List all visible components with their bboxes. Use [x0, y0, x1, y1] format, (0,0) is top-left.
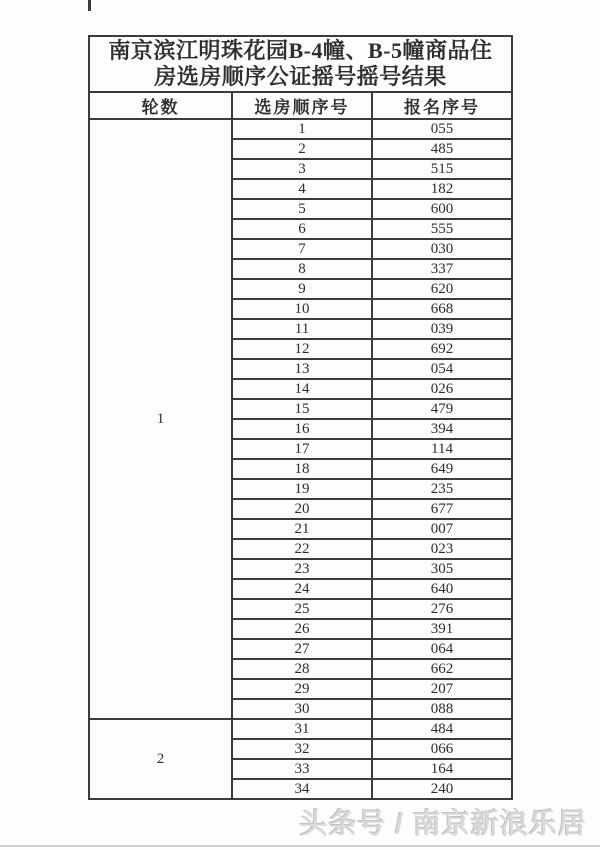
header-row — [89, 92, 512, 119]
selection-order-cell: 28 — [232, 659, 372, 679]
registration-number-cell: 039 — [372, 319, 512, 339]
registration-number-cell: 114 — [372, 439, 512, 459]
selection-order-cell: 11 — [232, 319, 372, 339]
selection-order-cell: 1 — [232, 119, 372, 139]
selection-order-cell: 26 — [232, 619, 372, 639]
cutoff-table-border — [88, 0, 91, 11]
selection-order-cell: 23 — [232, 559, 372, 579]
table-title — [89, 36, 512, 92]
selection-order-cell: 21 — [232, 519, 372, 539]
selection-order-cell: 10 — [232, 299, 372, 319]
registration-number-cell: 088 — [372, 699, 512, 719]
table-row — [89, 719, 512, 739]
selection-order-cell: 30 — [232, 699, 372, 719]
selection-order-cell: 7 — [232, 239, 372, 259]
column-header-registration-number: 报名序号 — [372, 92, 512, 119]
registration-number-cell: 235 — [372, 479, 512, 499]
registration-number-cell: 055 — [372, 119, 512, 139]
selection-order-cell: 22 — [232, 539, 372, 559]
registration-number-cell: 023 — [372, 539, 512, 559]
table-row — [89, 119, 512, 139]
registration-number-cell: 182 — [372, 179, 512, 199]
registration-number-cell: 668 — [372, 299, 512, 319]
bottom-divider-line — [0, 845, 600, 847]
registration-number-cell: 677 — [372, 499, 512, 519]
registration-number-cell: 337 — [372, 259, 512, 279]
selection-order-cell: 32 — [232, 739, 372, 759]
registration-number-cell: 054 — [372, 359, 512, 379]
registration-number-cell: 026 — [372, 379, 512, 399]
selection-order-cell: 29 — [232, 679, 372, 699]
registration-number-cell: 600 — [372, 199, 512, 219]
registration-number-cell: 391 — [372, 619, 512, 639]
title-row — [89, 36, 512, 92]
selection-order-cell: 19 — [232, 479, 372, 499]
registration-number-cell: 164 — [372, 759, 512, 779]
selection-order-cell: 18 — [232, 459, 372, 479]
selection-order-cell: 4 — [232, 179, 372, 199]
selection-order-cell: 17 — [232, 439, 372, 459]
registration-number-cell: 692 — [372, 339, 512, 359]
selection-order-cell: 9 — [232, 279, 372, 299]
selection-order-cell: 3 — [232, 159, 372, 179]
selection-order-cell: 5 — [232, 199, 372, 219]
table-title-line1: 南京滨江明珠花园B-4幢、B-5幢商品住 — [108, 38, 493, 63]
selection-order-cell: 34 — [232, 779, 372, 799]
registration-number-cell: 305 — [372, 559, 512, 579]
selection-order-cell: 33 — [232, 759, 372, 779]
selection-order-cell: 14 — [232, 379, 372, 399]
registration-number-cell: 479 — [372, 399, 512, 419]
selection-order-cell: 27 — [232, 639, 372, 659]
selection-order-cell: 31 — [232, 719, 372, 739]
column-header-round: 轮数 — [89, 92, 232, 119]
selection-order-cell: 2 — [232, 139, 372, 159]
registration-number-cell: 276 — [372, 599, 512, 619]
registration-number-cell: 066 — [372, 739, 512, 759]
registration-number-cell: 394 — [372, 419, 512, 439]
lottery-result-table — [88, 35, 513, 800]
registration-number-cell: 485 — [372, 139, 512, 159]
registration-number-cell: 030 — [372, 239, 512, 259]
round-cell: 2 — [89, 719, 232, 799]
selection-order-cell: 24 — [232, 579, 372, 599]
lottery-table-container — [88, 35, 513, 800]
selection-order-cell: 25 — [232, 599, 372, 619]
registration-number-cell: 555 — [372, 219, 512, 239]
selection-order-cell: 13 — [232, 359, 372, 379]
column-header-selection-order: 选房顺序号 — [232, 92, 372, 119]
selection-order-cell: 8 — [232, 259, 372, 279]
registration-number-cell: 240 — [372, 779, 512, 799]
table-body — [89, 119, 512, 799]
registration-number-cell: 620 — [372, 279, 512, 299]
selection-order-cell: 12 — [232, 339, 372, 359]
registration-number-cell: 640 — [372, 579, 512, 599]
registration-number-cell: 649 — [372, 459, 512, 479]
table-title-line2: 房选房顺序公证摇号摇号结果 — [154, 64, 447, 89]
registration-number-cell: 515 — [372, 159, 512, 179]
round-cell: 1 — [89, 119, 232, 719]
watermark: 头条号 / 南京新浪乐居 — [299, 808, 587, 839]
selection-order-cell: 20 — [232, 499, 372, 519]
selection-order-cell: 16 — [232, 419, 372, 439]
registration-number-cell: 207 — [372, 679, 512, 699]
registration-number-cell: 007 — [372, 519, 512, 539]
registration-number-cell: 064 — [372, 639, 512, 659]
selection-order-cell: 15 — [232, 399, 372, 419]
registration-number-cell: 662 — [372, 659, 512, 679]
registration-number-cell: 484 — [372, 719, 512, 739]
selection-order-cell: 6 — [232, 219, 372, 239]
